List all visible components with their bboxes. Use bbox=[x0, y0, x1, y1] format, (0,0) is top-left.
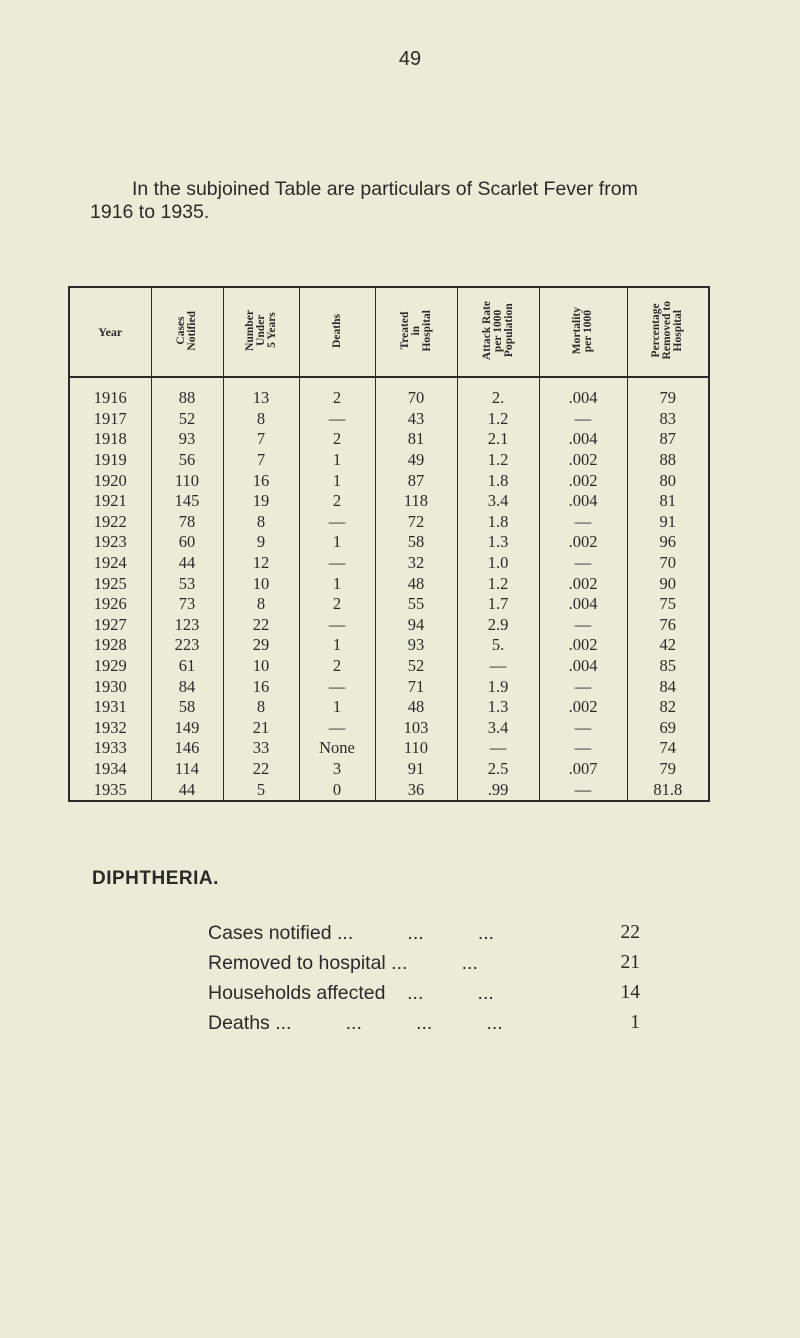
cell: 2 bbox=[299, 377, 375, 409]
cell-year: 1935 bbox=[69, 779, 151, 801]
column-header-mortality: Mortality per 1000 bbox=[539, 287, 627, 377]
cell: 3.4 bbox=[457, 491, 539, 512]
cell-year: 1924 bbox=[69, 553, 151, 574]
cell: 49 bbox=[375, 450, 457, 471]
cell: 123 bbox=[151, 615, 223, 636]
table-row bbox=[69, 532, 709, 553]
column-header-year: Year bbox=[69, 287, 151, 377]
cell: 91 bbox=[627, 512, 709, 533]
cell: 72 bbox=[375, 512, 457, 533]
cell: 1.7 bbox=[457, 594, 539, 615]
cell: 8 bbox=[223, 409, 299, 430]
cell: 16 bbox=[223, 676, 299, 697]
cell-year: 1926 bbox=[69, 594, 151, 615]
cell: 79 bbox=[627, 377, 709, 409]
diphtheria-value: 14 bbox=[620, 982, 640, 1003]
table-row bbox=[69, 409, 709, 430]
cell: 1 bbox=[299, 532, 375, 553]
table-row bbox=[69, 450, 709, 471]
cell: 81 bbox=[627, 491, 709, 512]
cell: 8 bbox=[223, 512, 299, 533]
cell: 88 bbox=[151, 377, 223, 409]
cell: — bbox=[457, 738, 539, 759]
cell: 12 bbox=[223, 553, 299, 574]
diphtheria-value: 1 bbox=[630, 1012, 640, 1033]
table-row bbox=[69, 759, 709, 780]
cell: — bbox=[539, 553, 627, 574]
cell: .004 bbox=[539, 656, 627, 677]
list-item bbox=[208, 1008, 668, 1038]
table-row bbox=[69, 676, 709, 697]
cell: — bbox=[299, 676, 375, 697]
cell-year: 1934 bbox=[69, 759, 151, 780]
cell: 2.5 bbox=[457, 759, 539, 780]
cell: 43 bbox=[375, 409, 457, 430]
cell: 84 bbox=[151, 676, 223, 697]
cell: 7 bbox=[223, 429, 299, 450]
cell-year: 1919 bbox=[69, 450, 151, 471]
cell: — bbox=[299, 553, 375, 574]
cell: 85 bbox=[627, 656, 709, 677]
cell-year: 1918 bbox=[69, 429, 151, 450]
table-row bbox=[69, 429, 709, 450]
cell: 96 bbox=[627, 532, 709, 553]
table-row bbox=[69, 470, 709, 491]
cell: 53 bbox=[151, 573, 223, 594]
cell: 16 bbox=[223, 470, 299, 491]
cell: 110 bbox=[375, 738, 457, 759]
cell: — bbox=[299, 512, 375, 533]
cell: 1.2 bbox=[457, 573, 539, 594]
cell: 93 bbox=[151, 429, 223, 450]
cell: 223 bbox=[151, 635, 223, 656]
diphtheria-label: Deaths ... ... ... ... bbox=[208, 1011, 503, 1034]
table-row bbox=[69, 377, 709, 409]
cell: 48 bbox=[375, 573, 457, 594]
list-item bbox=[208, 978, 668, 1008]
cell: 2.1 bbox=[457, 429, 539, 450]
cell: 146 bbox=[151, 738, 223, 759]
cell: .004 bbox=[539, 429, 627, 450]
cell: 8 bbox=[223, 594, 299, 615]
cell: 2 bbox=[299, 429, 375, 450]
page-number: 49 bbox=[398, 48, 422, 70]
cell: 19 bbox=[223, 491, 299, 512]
cell: 118 bbox=[375, 491, 457, 512]
table-row bbox=[69, 656, 709, 677]
cell: 1.2 bbox=[457, 409, 539, 430]
cell: 3.4 bbox=[457, 718, 539, 739]
cell: 93 bbox=[375, 635, 457, 656]
diphtheria-label: Removed to hospital ... ... bbox=[208, 951, 478, 974]
column-header-attack-rate: Attack Rate per 1000 Population bbox=[457, 287, 539, 377]
cell: — bbox=[457, 656, 539, 677]
cell: 58 bbox=[151, 697, 223, 718]
cell: 74 bbox=[627, 738, 709, 759]
cell: 56 bbox=[151, 450, 223, 471]
cell: 73 bbox=[151, 594, 223, 615]
cell: 52 bbox=[151, 409, 223, 430]
cell-year: 1927 bbox=[69, 615, 151, 636]
cell: .99 bbox=[457, 779, 539, 801]
cell-year: 1917 bbox=[69, 409, 151, 430]
cell: 29 bbox=[223, 635, 299, 656]
cell: 1.9 bbox=[457, 676, 539, 697]
cell: 44 bbox=[151, 553, 223, 574]
list-item bbox=[208, 948, 668, 978]
intro-paragraph bbox=[90, 178, 770, 224]
cell: .002 bbox=[539, 697, 627, 718]
diphtheria-label: Cases notified ... ... ... bbox=[208, 921, 495, 944]
cell: 42 bbox=[627, 635, 709, 656]
diphtheria-heading: DIPHTHERIA. bbox=[92, 868, 219, 889]
cell-year: 1923 bbox=[69, 532, 151, 553]
cell-year: 1925 bbox=[69, 573, 151, 594]
table-row bbox=[69, 573, 709, 594]
scarlet-fever-table bbox=[68, 286, 710, 802]
table-row bbox=[69, 615, 709, 636]
cell-year: 1920 bbox=[69, 470, 151, 491]
intro-line-1: In the subjoined Table are particulars of Scarlet Fever from bbox=[132, 178, 638, 200]
cell: 1 bbox=[299, 573, 375, 594]
column-header-percentage-removed: Percentage Removed to Hospital bbox=[627, 287, 709, 377]
cell: 69 bbox=[627, 718, 709, 739]
table-row bbox=[69, 635, 709, 656]
cell: 7 bbox=[223, 450, 299, 471]
cell: 32 bbox=[375, 553, 457, 574]
cell: .004 bbox=[539, 491, 627, 512]
cell: 8 bbox=[223, 697, 299, 718]
diphtheria-value: 22 bbox=[620, 922, 640, 943]
cell: .004 bbox=[539, 594, 627, 615]
cell: 2 bbox=[299, 656, 375, 677]
diphtheria-value: 21 bbox=[620, 952, 640, 973]
cell-year: 1916 bbox=[69, 377, 151, 409]
column-header-under-5: Number Under 5 Years bbox=[223, 287, 299, 377]
diphtheria-list bbox=[208, 918, 668, 1038]
cell-year: 1932 bbox=[69, 718, 151, 739]
table-row bbox=[69, 553, 709, 574]
cell: 1.0 bbox=[457, 553, 539, 574]
cell: — bbox=[299, 615, 375, 636]
cell: 94 bbox=[375, 615, 457, 636]
list-item bbox=[208, 918, 668, 948]
cell: 75 bbox=[627, 594, 709, 615]
cell: 81 bbox=[375, 429, 457, 450]
cell: 3 bbox=[299, 759, 375, 780]
table-row bbox=[69, 718, 709, 739]
cell: .002 bbox=[539, 450, 627, 471]
cell: — bbox=[539, 779, 627, 801]
cell: 5 bbox=[223, 779, 299, 801]
cell: 33 bbox=[223, 738, 299, 759]
cell: 82 bbox=[627, 697, 709, 718]
cell-year: 1922 bbox=[69, 512, 151, 533]
cell: 10 bbox=[223, 573, 299, 594]
cell: 1.8 bbox=[457, 470, 539, 491]
cell: 103 bbox=[375, 718, 457, 739]
table-row bbox=[69, 491, 709, 512]
cell: 58 bbox=[375, 532, 457, 553]
cell: 60 bbox=[151, 532, 223, 553]
cell: 1 bbox=[299, 450, 375, 471]
cell: .002 bbox=[539, 635, 627, 656]
intro-line-2: 1916 to 1935. bbox=[90, 201, 210, 223]
cell: 1.3 bbox=[457, 697, 539, 718]
table-row bbox=[69, 697, 709, 718]
table-row bbox=[69, 738, 709, 759]
cell: 2 bbox=[299, 491, 375, 512]
cell: 1 bbox=[299, 470, 375, 491]
cell: — bbox=[539, 512, 627, 533]
cell: 70 bbox=[627, 553, 709, 574]
cell: 80 bbox=[627, 470, 709, 491]
cell-year: 1931 bbox=[69, 697, 151, 718]
cell: 83 bbox=[627, 409, 709, 430]
cell: 78 bbox=[151, 512, 223, 533]
cell: 87 bbox=[375, 470, 457, 491]
cell: 79 bbox=[627, 759, 709, 780]
cell: 1.2 bbox=[457, 450, 539, 471]
cell: — bbox=[539, 409, 627, 430]
table-row bbox=[69, 779, 709, 801]
cell: 48 bbox=[375, 697, 457, 718]
cell: 114 bbox=[151, 759, 223, 780]
cell: 5. bbox=[457, 635, 539, 656]
cell: 81.8 bbox=[627, 779, 709, 801]
cell: — bbox=[539, 718, 627, 739]
cell-year: 1921 bbox=[69, 491, 151, 512]
cell: 22 bbox=[223, 759, 299, 780]
table-row bbox=[69, 594, 709, 615]
cell: 10 bbox=[223, 656, 299, 677]
cell: 70 bbox=[375, 377, 457, 409]
cell: 87 bbox=[627, 429, 709, 450]
cell: .002 bbox=[539, 470, 627, 491]
cell: .004 bbox=[539, 377, 627, 409]
cell: 2.9 bbox=[457, 615, 539, 636]
cell: 1.8 bbox=[457, 512, 539, 533]
cell: None bbox=[299, 738, 375, 759]
cell: .002 bbox=[539, 573, 627, 594]
cell: 1 bbox=[299, 635, 375, 656]
cell: 1.3 bbox=[457, 532, 539, 553]
cell: 110 bbox=[151, 470, 223, 491]
cell: — bbox=[539, 676, 627, 697]
cell: 84 bbox=[627, 676, 709, 697]
cell: .002 bbox=[539, 532, 627, 553]
cell: 36 bbox=[375, 779, 457, 801]
diphtheria-label: Households affected ... ... bbox=[208, 981, 494, 1004]
cell: 0 bbox=[299, 779, 375, 801]
cell: 52 bbox=[375, 656, 457, 677]
cell: 1 bbox=[299, 697, 375, 718]
cell: 149 bbox=[151, 718, 223, 739]
column-header-cases-notified: Cases Notified bbox=[151, 287, 223, 377]
cell: .007 bbox=[539, 759, 627, 780]
cell: 55 bbox=[375, 594, 457, 615]
cell: 88 bbox=[627, 450, 709, 471]
cell-year: 1933 bbox=[69, 738, 151, 759]
cell-year: 1929 bbox=[69, 656, 151, 677]
table-row bbox=[69, 512, 709, 533]
cell: 2 bbox=[299, 594, 375, 615]
cell: 9 bbox=[223, 532, 299, 553]
cell: — bbox=[299, 409, 375, 430]
column-header-deaths: Deaths bbox=[299, 287, 375, 377]
cell: 90 bbox=[627, 573, 709, 594]
cell: 2. bbox=[457, 377, 539, 409]
cell-year: 1928 bbox=[69, 635, 151, 656]
cell: 61 bbox=[151, 656, 223, 677]
column-header-treated-hospital: Treated in Hospital bbox=[375, 287, 457, 377]
cell: 76 bbox=[627, 615, 709, 636]
cell: 21 bbox=[223, 718, 299, 739]
cell: — bbox=[539, 615, 627, 636]
cell: 22 bbox=[223, 615, 299, 636]
cell-year: 1930 bbox=[69, 676, 151, 697]
cell: 13 bbox=[223, 377, 299, 409]
cell: — bbox=[539, 738, 627, 759]
cell: 91 bbox=[375, 759, 457, 780]
cell: 71 bbox=[375, 676, 457, 697]
cell: 145 bbox=[151, 491, 223, 512]
cell: 44 bbox=[151, 779, 223, 801]
cell: — bbox=[299, 718, 375, 739]
table-header-row bbox=[69, 287, 709, 377]
